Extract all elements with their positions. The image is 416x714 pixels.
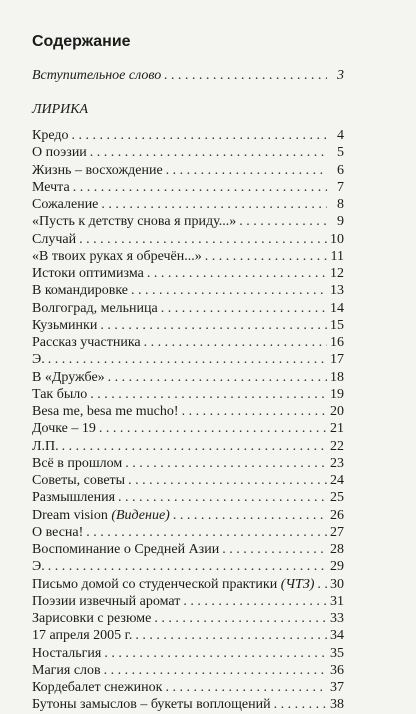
leader-dots <box>108 369 327 387</box>
toc-entry-page: 35 <box>330 645 344 661</box>
leader-dots <box>222 541 327 559</box>
toc-entry <box>32 438 344 456</box>
toc-entry <box>32 645 344 663</box>
toc-entry-page: 38 <box>330 697 344 713</box>
leader-dots <box>154 610 327 628</box>
toc-entry <box>32 317 344 335</box>
toc-entry <box>32 334 344 352</box>
leader-dots <box>147 265 327 283</box>
toc-entry-page: 29 <box>330 559 344 575</box>
toc-entry-page: 23 <box>330 455 344 471</box>
toc-entry <box>32 507 344 525</box>
toc-entry-label: Вступительное слово <box>32 68 162 83</box>
toc-entry <box>32 127 344 145</box>
leader-dots <box>165 679 327 697</box>
toc-entry-label: Размышления <box>32 490 116 506</box>
toc-entry-page: 15 <box>330 317 344 333</box>
leader-dots <box>161 300 327 318</box>
toc-entry <box>32 627 344 645</box>
toc-entry-page: 28 <box>330 542 344 557</box>
toc-entry <box>32 576 344 594</box>
toc-entry-label: Рассказ участника <box>32 335 141 350</box>
toc-entry-label-italic: (ЧТЗ) <box>280 576 315 592</box>
leader-dots <box>125 455 327 473</box>
toc-entry-label: Волгоград, мельница <box>32 300 158 316</box>
toc-entry <box>32 179 344 197</box>
toc-entry-label: Всё в прошлом <box>32 455 123 471</box>
toc-entry-label: В «Дружбе» <box>32 369 105 385</box>
toc-entry-label: Жизнь – восхождение <box>32 162 163 178</box>
section-heading: ЛИРИКА <box>32 102 89 117</box>
toc-entry-page: 33 <box>330 611 344 626</box>
leader-dots <box>239 213 327 231</box>
toc-entry-label: Ностальгия <box>32 645 102 661</box>
toc-entry <box>32 213 344 231</box>
toc-entry-page: 4 <box>337 128 344 143</box>
toc-entry <box>32 369 344 387</box>
toc-entry-page: 9 <box>337 214 344 230</box>
leader-dots <box>317 576 327 594</box>
toc-entry-page: 16 <box>330 335 344 350</box>
leader-dots <box>104 645 327 663</box>
toc-entry <box>32 300 344 318</box>
toc-entry-label: Мечта <box>32 179 70 195</box>
toc-entry-page: 8 <box>337 197 344 212</box>
leader-dots <box>90 386 327 404</box>
toc-entry <box>32 524 344 542</box>
toc-entry-page: 31 <box>330 593 344 609</box>
leader-dots <box>131 282 327 300</box>
toc-entry <box>32 679 344 697</box>
toc-entry <box>32 420 344 438</box>
toc-entry-label: Бутоны замыслов – букеты воплощений <box>32 697 271 713</box>
leader-dots <box>274 696 327 714</box>
toc-entry-label: О поэзии <box>32 145 87 161</box>
toc-entry <box>32 696 344 714</box>
toc-entry-label: О весна! <box>32 524 84 540</box>
toc-entry <box>32 231 344 249</box>
leader-dots <box>144 334 327 352</box>
toc-entry-label: Истоки оптимизма <box>32 266 144 281</box>
toc-entry-label: Э. <box>32 352 45 368</box>
toc-entry-page: 10 <box>330 231 344 247</box>
toc-entry-page: 36 <box>330 662 344 678</box>
leader-dots <box>128 472 327 490</box>
toc-entry-label: Л.П. <box>32 438 59 454</box>
leader-dots <box>135 627 327 645</box>
toc-entry-page: 7 <box>337 179 344 195</box>
toc-entry <box>32 248 344 266</box>
toc-entry <box>32 455 344 473</box>
toc-entry-label: «В твоих руках я обречён...» <box>32 248 202 264</box>
toc-entry-intro <box>32 67 344 85</box>
toc-entry <box>32 558 344 576</box>
leader-dots <box>183 593 327 611</box>
toc-entry-page: 5 <box>337 145 344 161</box>
toc-entry-page: 34 <box>330 628 344 644</box>
leader-dots <box>104 662 327 680</box>
toc-entry <box>32 162 344 180</box>
toc-entry <box>32 489 344 507</box>
leader-dots <box>48 351 327 369</box>
toc-entry <box>32 610 344 628</box>
leader-dots <box>101 196 327 214</box>
leader-dots <box>79 231 327 249</box>
toc-entry-page: 3 <box>337 68 344 83</box>
leader-dots <box>205 248 327 266</box>
toc-entry-page: 27 <box>330 524 344 540</box>
toc-entry <box>32 662 344 680</box>
toc-entry-page: 13 <box>330 283 344 299</box>
leader-dots <box>90 144 327 162</box>
toc-entry-label: 17 апреля 2005 г. <box>32 628 133 644</box>
leader-dots <box>73 179 327 197</box>
toc-entry-page: 12 <box>330 266 344 281</box>
toc-entry <box>32 196 344 214</box>
toc-entry-label: Так было <box>32 386 88 402</box>
toc-entry <box>32 265 344 283</box>
leader-dots <box>118 489 327 507</box>
toc-entry-page: 14 <box>330 300 344 316</box>
leader-dots <box>182 403 327 421</box>
toc-entry <box>32 282 344 300</box>
leader-dots <box>99 420 327 438</box>
toc-entry-label: Besa me, besa me mucho! <box>32 404 179 419</box>
toc-entry-label: Советы, советы <box>32 473 126 488</box>
toc-entry-label: Магия слов <box>32 662 101 678</box>
toc-entry-page: 17 <box>330 352 344 368</box>
toc-entry-label: В командировке <box>32 283 129 299</box>
toc-entry-label: Кордебалет снежинок <box>32 680 163 695</box>
toc-entry-label-italic: (Видение) <box>111 507 170 523</box>
toc-entry-page: 20 <box>330 404 344 419</box>
toc-entry-label: Дочке – 19 <box>32 421 96 437</box>
toc-entry-page: 22 <box>330 438 344 454</box>
leader-dots <box>100 317 327 335</box>
toc-entry-page: 24 <box>330 473 344 488</box>
toc-entry-label: Письмо домой со студенческой практики (ЧТЗ) <box>32 576 315 592</box>
toc-entry-page: 30 <box>330 576 344 592</box>
toc-entry <box>32 472 344 490</box>
toc-entry <box>32 351 344 369</box>
toc-entry-label: Кредо <box>32 128 69 143</box>
leader-dots <box>164 67 327 85</box>
toc-entry-label: Поэзии извечный аромат <box>32 593 181 609</box>
toc-entry <box>32 541 344 559</box>
leader-dots <box>166 162 327 180</box>
toc-entry-page: 18 <box>330 369 344 385</box>
toc-entry-label: Зарисовки с резюме <box>32 611 152 626</box>
toc-entry-label: Э. <box>32 559 45 575</box>
page-title: Содержание <box>32 33 131 50</box>
toc-entry-label: Кузьминки <box>32 317 98 333</box>
toc-entry <box>32 403 344 421</box>
toc-entry-label: «Пусть к детству снова я приду...» <box>32 214 237 230</box>
leader-dots <box>62 438 327 456</box>
toc-entry-label: Случай <box>32 231 77 247</box>
toc-entry-label: Воспоминание о Средней Азии <box>32 542 220 557</box>
toc-entry-page: 21 <box>330 421 344 437</box>
toc-entry-label: Dream vision (Видение) <box>32 507 170 523</box>
toc-entry <box>32 386 344 404</box>
toc-entry-page: 26 <box>330 507 344 523</box>
leader-dots <box>173 507 327 525</box>
leader-dots <box>72 127 328 145</box>
toc-entry <box>32 593 344 611</box>
leader-dots <box>86 524 327 542</box>
toc-entry-label: Сожаление <box>32 197 99 212</box>
toc-entry-page: 11 <box>330 248 344 264</box>
toc-entry-page: 6 <box>337 162 344 178</box>
toc-entry-page: 37 <box>330 680 344 695</box>
toc-entry-page: 19 <box>330 386 344 402</box>
leader-dots <box>48 558 327 576</box>
toc-entry <box>32 144 344 162</box>
toc-entry-page: 25 <box>330 490 344 506</box>
